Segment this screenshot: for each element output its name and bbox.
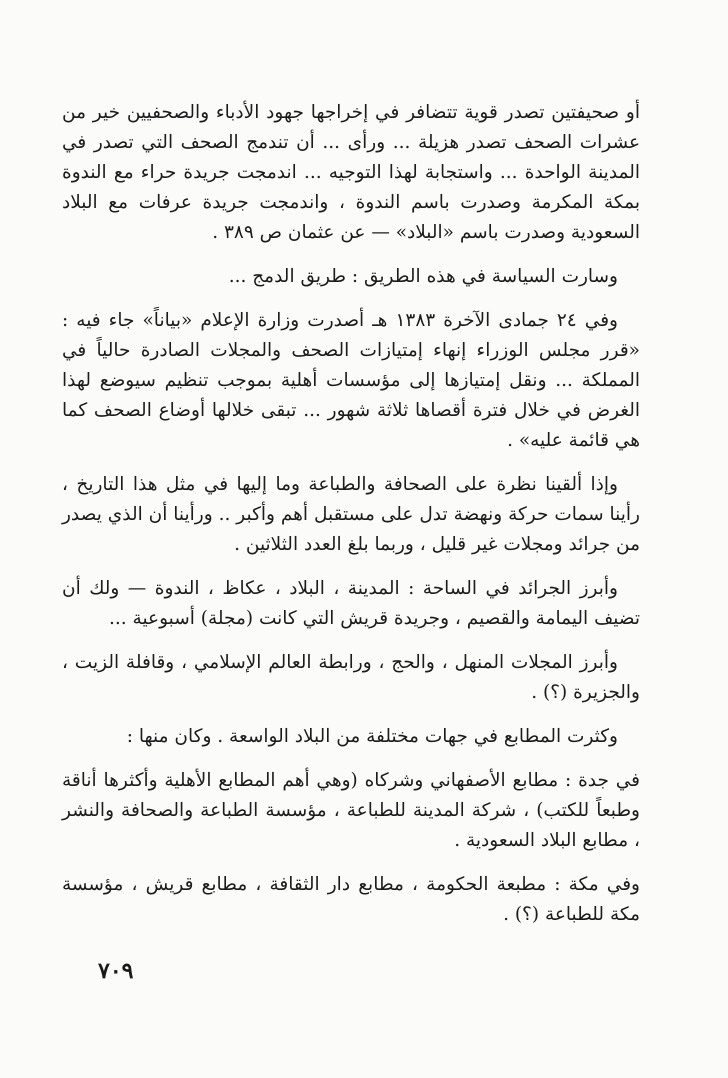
- paragraph-main-magazines: وأبرز المجلات المنهل ، والحج ، ورابطة العالم الإسلامي ، وقافلة الزيت ، والجزيرة (؟) .: [62, 652, 640, 703]
- paragraph-makkah-presses: وفي مكة : مطبعة الحكومة ، مطابع دار الثقافة ، مطابع قريش ، مؤسسة مكة للطباعة (؟) .: [62, 874, 640, 925]
- paragraph-press-overview: وإذا ألقينا نظرة على الصحافة والطباعة وما إليها في مثل هذا التاريخ ، رأينا سمات حركة ونهضة تدل على مستقبل أهم وأكبر .. ورأينا أن الذي يصدر من جرائد ومجلات غير قليل ، وربما بلغ العدد الثلاثين .: [62, 474, 640, 555]
- page-number: ٧٠٩: [98, 958, 134, 984]
- paragraph-merger-policy: وسارت السياسة في هذه الطريق : طريق الدمج ...: [228, 266, 618, 287]
- paragraph-printing-presses: وكثرت المطابع في جهات مختلفة من البلاد الواسعة . وكان منها :: [126, 726, 618, 747]
- paragraph-ministry-statement: وفي ٢٤ جمادى الآخرة ١٣٨٣ هـ أصدرت وزارة الإعلام «بياناً» جاء فيه : «قرر مجلس الوزراء إنهاء إمتيازات الصحف والمجلات الصادرة حالياً في المملكة ... ونقل إمتيازها إلى مؤسسات أهلية بموجب تنظيم سيوضع لهذا الغرض في خلال فترة أقصاها ثلاثة شهور ... تبقى خلالها أوضاع الصحف كما هي قائمة عليه» .: [62, 310, 640, 451]
- body-text: [62, 98, 640, 944]
- paragraph-main-newspapers: وأبرز الجرائد في الساحة : المدينة ، البلاد ، عكاظ ، الندوة — ولك أن تضيف اليمامة والقصيم ، وجريدة قريش التي كانت (مجلة) أسبوعية ...: [62, 578, 640, 629]
- paragraph-jeddah-presses: في جدة : مطابع الأصفهاني وشركاه (وهي أهم المطابع الأهلية وأكثرها أناقة وطبعاً للكتب) ، شركة المدينة للطباعة ، مؤسسة الطباعة والصحافة والنشر ، مطابع البلاد السعودية .: [62, 770, 640, 851]
- paragraph-newspaper-merger: أو صحيفتين تصدر قوية تتضافر في إخراجها جهود الأدباء والصحفيين خير من عشرات الصحف تصدر هزيلة ... ورأى ... أن تندمج الصحف التي تصدر في المدينة الواحدة ... واستجابة لهذا التوجيه ... اندمجت جريدة حراء مع الندوة بمكة المكرمة وصدرت باسم الندوة ، واندمجت جريدة عرفات مع البلاد السعودية وصدرت باسم «البلاد» — عن عثمان ص ٣٨٩ .: [62, 102, 640, 243]
